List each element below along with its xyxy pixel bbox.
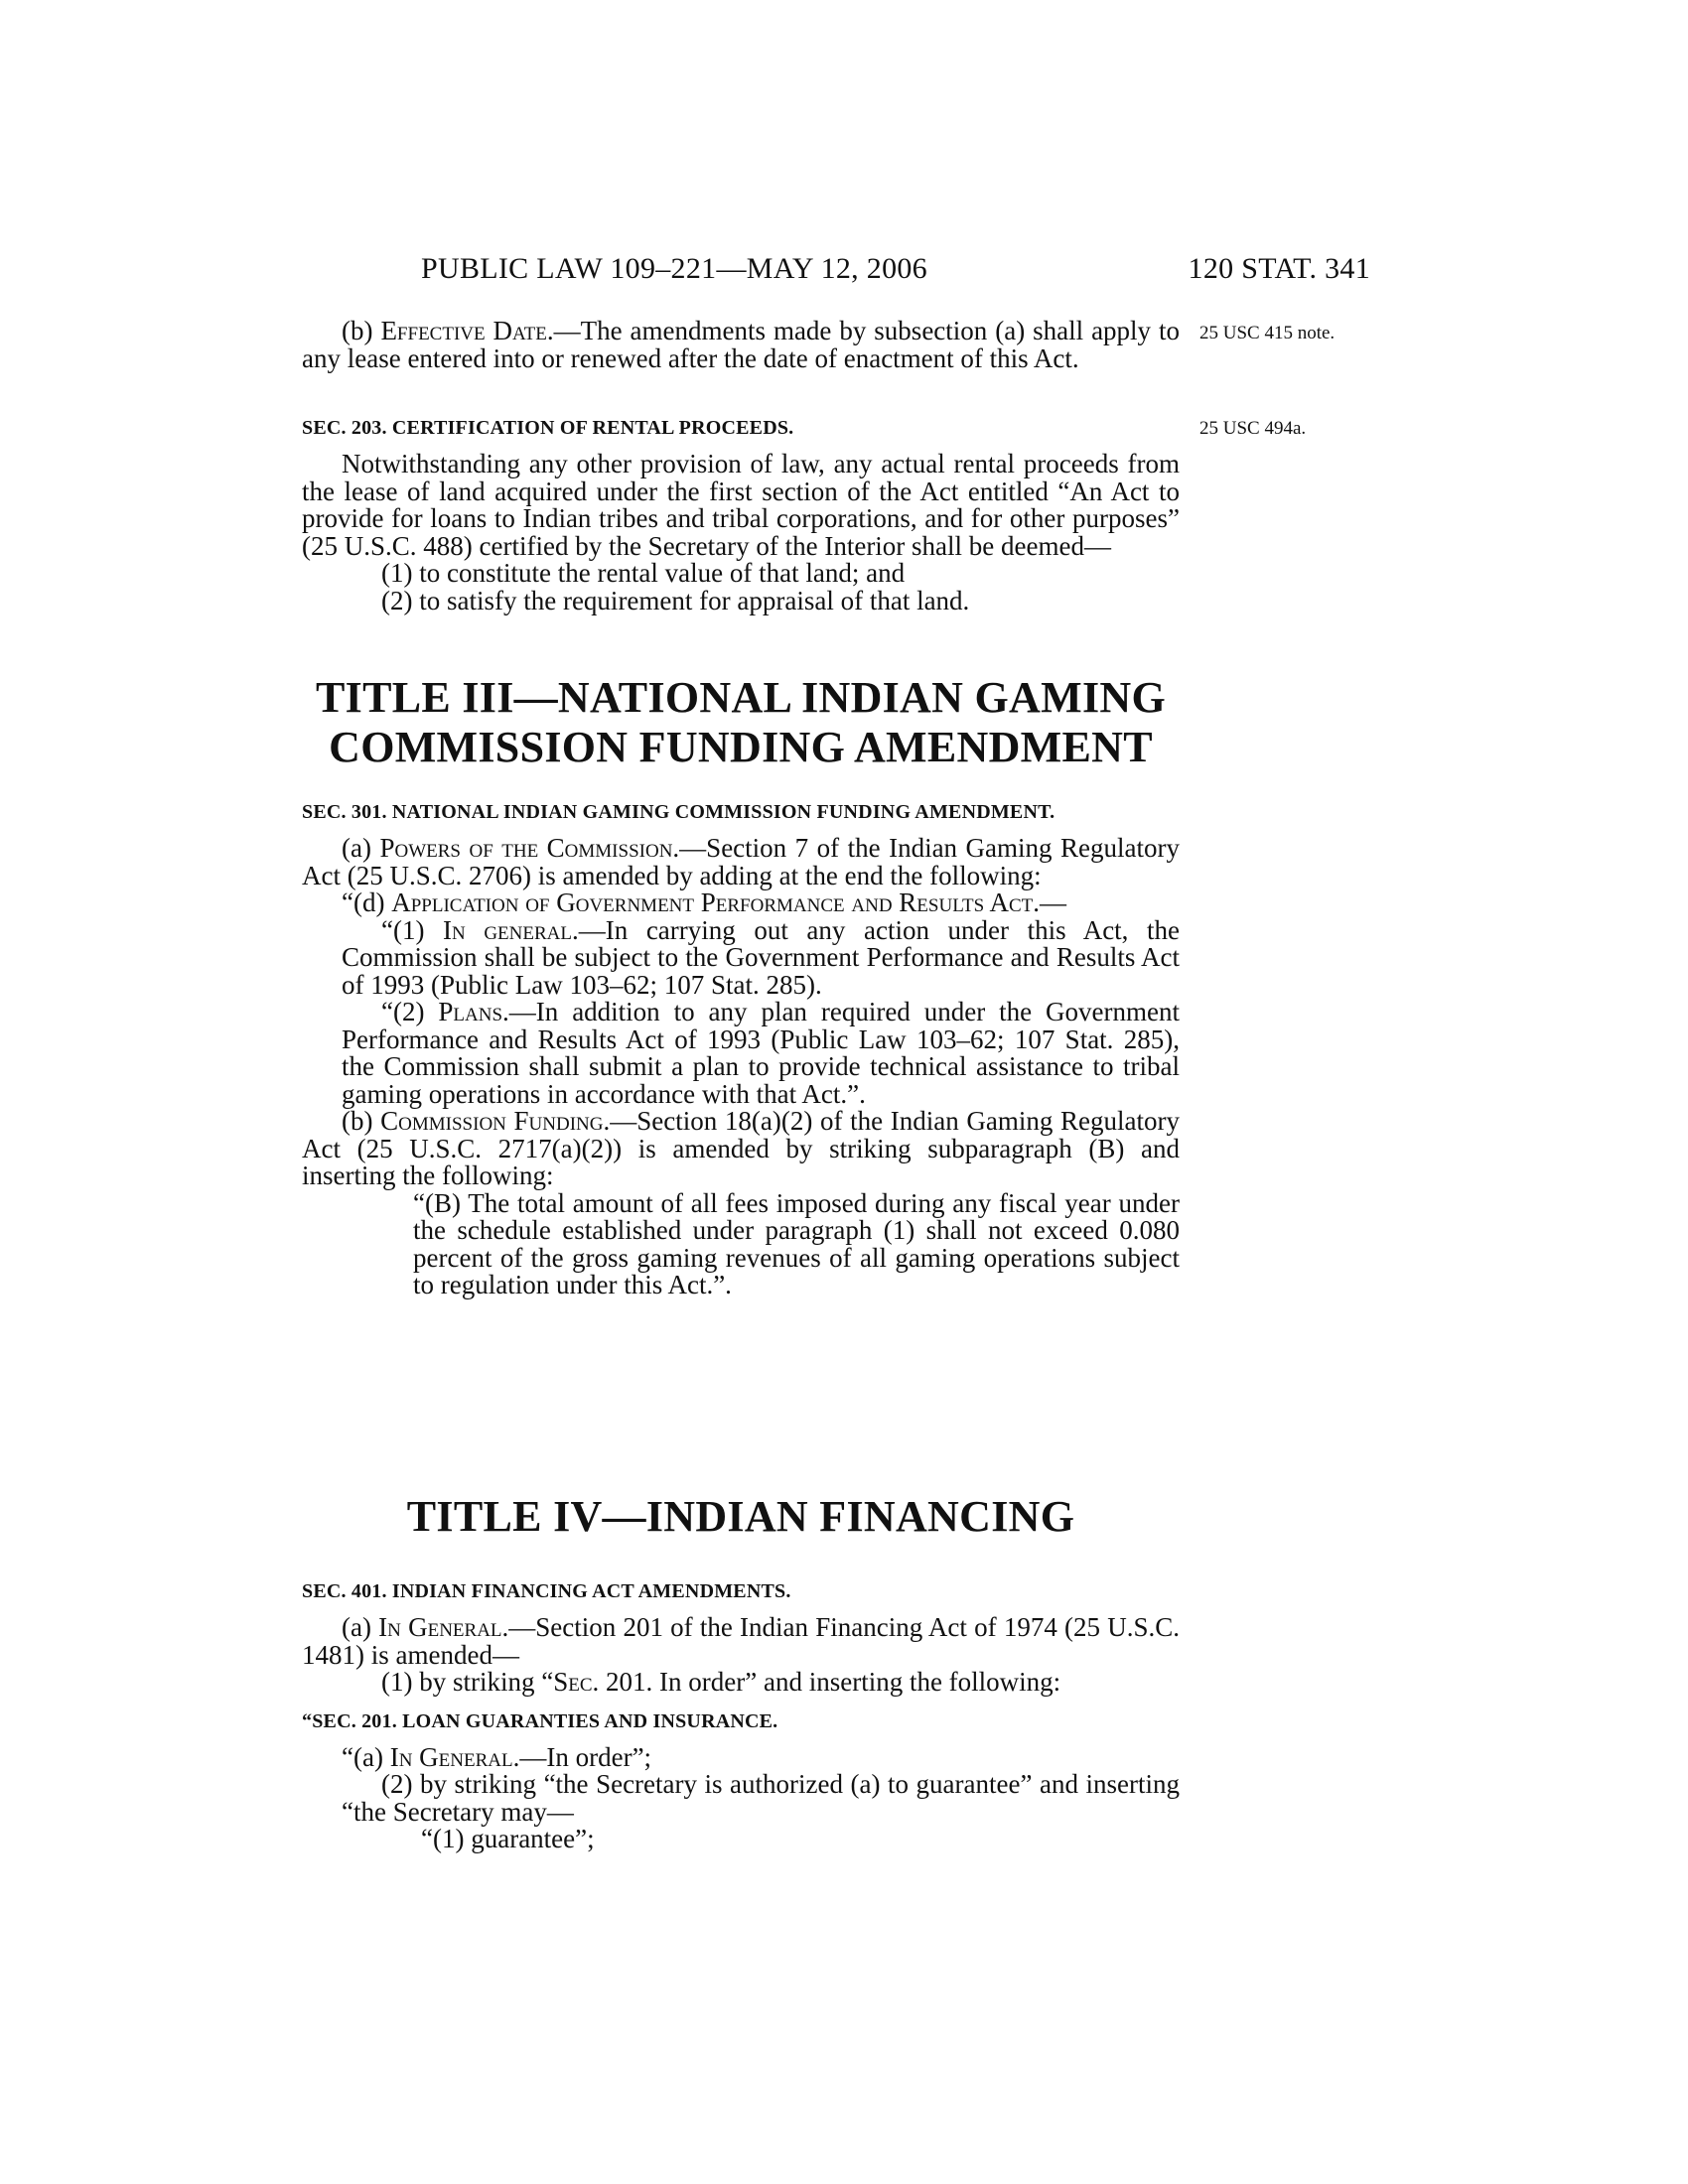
section-202b [302,318,1180,372]
subsection-b-commission-funding: (b) Commission Funding.—Section 18(a)(2) of the Indian Gaming Regulatory Act (25 U.S.C. 2717(a)(2)) is amended by striking subparagraph (B) and inserting the following: [302,1106,1180,1190]
list-item: (1) to constitute the rental value of that land; and [381,558,906,588]
section-401 [302,1578,1180,1853]
statute-page-number: 120 STAT. 341 [1188,252,1370,285]
inserted-section-heading: “SEC. 201. LOAN GUARANTIES AND INSURANCE. [302,1709,778,1732]
inserted-paragraph-2: “(2) Plans.—In addition to any plan required under the Government Performance and Results Act of 1993 (Public Law 103–62; 107 Stat. 285), the Commission shall submit a plan to provide technical assistance to tribal gaming operations in accordance with that Act.”. [342,997,1180,1109]
margin-note-usc-415: 25 USC 415 note. [1199,323,1336,343]
amendment-item-2-sub: “(1) guarantee”; [421,1824,595,1853]
inserted-subsection-a: “(a) In General.—In order”; [342,1741,652,1772]
inserted-subparagraph-b: “(B) The total amount of all fees imposed during any fiscal year under the schedule established under paragraph (1) shall not exceed 0.080 percent of the gross gaming revenues of all gaming operations subject to regulation under this Act.”. [413,1187,1180,1299]
margin-note-usc-494a: 25 USC 494a. [1199,418,1307,439]
title-heading-line: COMMISSION FUNDING AMENDMENT [329,723,1153,771]
public-law-header: PUBLIC LAW 109–221—MAY 12, 2006 [421,252,927,285]
list-item: (2) to satisfy the requirement for appraisal of that land. [381,585,970,615]
title-iv [302,1492,1180,1542]
running-head [298,252,1370,292]
title-heading-line: TITLE III—NATIONAL INDIAN GAMING [316,673,1166,722]
subsection-a-powers: (a) Powers of the Commission.—Section 7 of the Indian Gaming Regulatory Act (25 U.S.C. 2706) is amended by adding at the end the following: [302,833,1180,890]
inserted-paragraph-1: “(1) In general.—In carrying out any action under this Act, the Commission shall be subject to the Government Performance and Results Act of 1993 (Public Law 103–62; 107 Stat. 285). [342,914,1180,1000]
inserted-subsection-d: “(d) Application of Government Performance and Results Act.— [342,887,1067,917]
section-203 [302,415,1180,614]
subsection-b-effective-date: (b) Effective Date.—The amendments made by subsection (a) shall apply to any lease entered into or renewed after the date of enactment of this Act. [302,316,1181,373]
title-heading-line: TITLE IV—INDIAN FINANCING [406,1492,1075,1541]
section-body: Notwithstanding any other provision of law, any actual rental proceeds from the lease of land acquired under the first section of the Act entitled “An Act to provide for loans to Indian tribes and tribal corporations, and for other purposes” (25 U.S.C. 488) certified by the Secretary of the Interior shall be deemed— [302,449,1180,561]
title-iii [302,673,1180,772]
section-heading: SEC. 301. NATIONAL INDIAN GAMING COMMISSION FUNDING AMENDMENT. [302,801,1055,823]
amendment-item-2: (2) by striking “the Secretary is authorized (a) to guarantee” and inserting “the Secretary may— [342,1769,1180,1827]
section-301 [302,799,1180,1299]
subsection-a-in-general: (a) In General.—Section 201 of the Indian Financing Act of 1974 (25 U.S.C. 1481) is amended— [302,1612,1180,1670]
amendment-item-1: (1) by striking “Sec. 201. In order” and inserting the following: [381,1667,1061,1697]
section-heading: SEC. 203. CERTIFICATION OF RENTAL PROCEEDS. [302,417,794,439]
section-heading: SEC. 401. INDIAN FINANCING ACT AMENDMENTS. [302,1580,791,1602]
